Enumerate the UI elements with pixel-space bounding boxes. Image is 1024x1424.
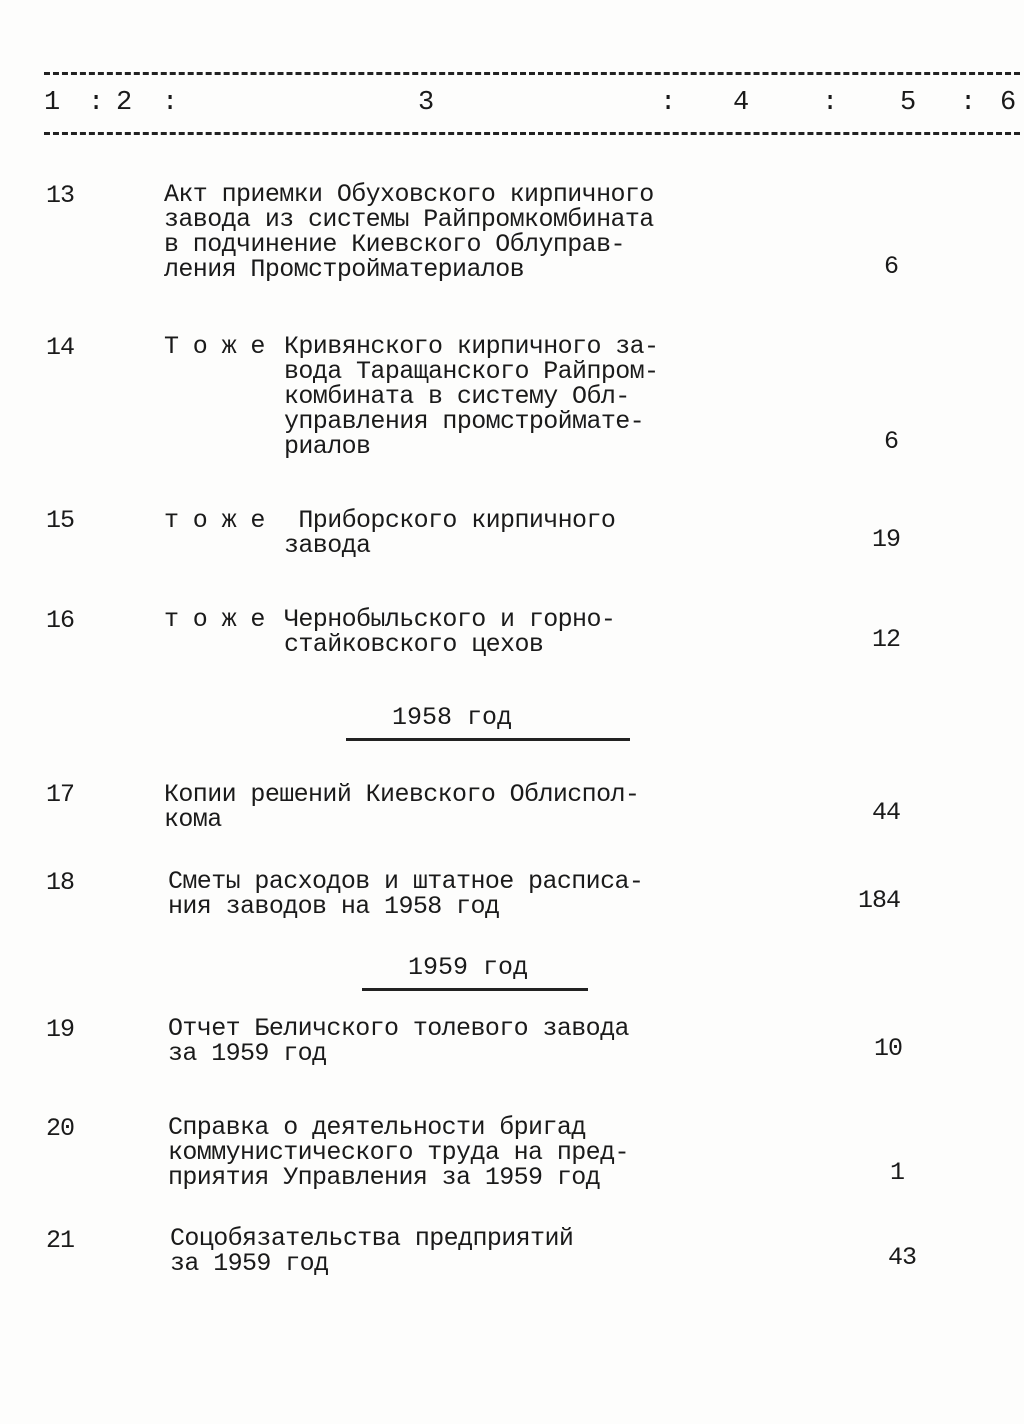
year-underline xyxy=(346,738,630,741)
entry-title-line: коммунистического труда на пред- xyxy=(168,1138,629,1167)
column-separator: : xyxy=(660,88,677,118)
entry-number: 21 xyxy=(46,1226,75,1255)
entry-number: 20 xyxy=(46,1114,75,1143)
entry-title-line: приятия Управления за 1959 год xyxy=(168,1163,601,1192)
entry-title-line: комбината в систему Обл- xyxy=(284,382,630,411)
column-header-6: 6 xyxy=(1000,88,1017,118)
entry-title-line: в подчинение Киевского Облуправ- xyxy=(164,230,625,259)
entry-title-line: Копии решений Киевского Облиспол- xyxy=(164,780,640,809)
column-header-3: 3 xyxy=(418,88,435,118)
column-separator: : xyxy=(822,88,839,118)
entry-title-line: за 1959 год xyxy=(170,1249,329,1278)
column-header-2: 2 xyxy=(116,88,133,118)
year-heading-1959: 1959 год xyxy=(408,953,529,982)
entry-sheet-count: 1 xyxy=(890,1158,905,1187)
entry-sheet-count: 184 xyxy=(858,886,901,915)
year-underline xyxy=(362,988,588,991)
entry-number: 16 xyxy=(46,606,75,635)
entry-title-line: Справка о деятельности бригад xyxy=(168,1113,586,1142)
column-header-5: 5 xyxy=(900,88,917,118)
entry-title-line: завода xyxy=(284,531,371,560)
column-separator: : xyxy=(88,88,105,118)
header-top-dashed-rule xyxy=(44,72,1020,75)
entry-number: 19 xyxy=(46,1015,75,1044)
entry-prefix: т о ж е xyxy=(164,605,265,634)
entry-title-line: кома xyxy=(164,805,222,834)
column-header-4: 4 xyxy=(733,88,750,118)
entry-title-line: Акт приемки Обуховского кирпичного xyxy=(164,180,654,209)
entry-title-line: риалов xyxy=(284,432,371,461)
year-heading-1958: 1958 год xyxy=(392,703,513,732)
entry-sheet-count: 19 xyxy=(872,525,901,554)
entry-number: 15 xyxy=(46,506,75,535)
entry-sheet-count: 12 xyxy=(872,625,901,654)
entry-title-line: стайковского цехов xyxy=(284,630,544,659)
entry-title-line: вода Таращанского Райпром- xyxy=(284,357,659,386)
entry-title-line: Чернобыльского и горно- xyxy=(284,605,616,634)
entry-title-line: ления Промстройматериалов xyxy=(164,255,525,284)
entry-title-line: завода из системы Райпромкомбината xyxy=(164,205,654,234)
entry-number: 18 xyxy=(46,868,75,897)
entry-number: 17 xyxy=(46,780,75,809)
entry-title-line: Соцобязательства предприятий xyxy=(170,1224,574,1253)
entry-sheet-count: 10 xyxy=(874,1034,903,1063)
entry-title-line: управления промстройматe- xyxy=(284,407,645,436)
entry-title-line: Кривянского кирпичного за- xyxy=(284,332,659,361)
entry-number: 13 xyxy=(46,181,75,210)
entry-title-line: Приборского кирпичного xyxy=(284,506,616,535)
entry-title-line: за 1959 год xyxy=(168,1039,327,1068)
entry-sheet-count: 6 xyxy=(884,427,899,456)
entry-sheet-count: 6 xyxy=(884,252,899,281)
column-separator: : xyxy=(162,88,179,118)
entry-title-line: Отчет Беличского толевого завода xyxy=(168,1014,629,1043)
entry-prefix: Т о ж е xyxy=(164,332,265,361)
entry-prefix: т о ж е xyxy=(164,506,265,535)
entry-number: 14 xyxy=(46,333,75,362)
entry-sheet-count: 44 xyxy=(872,798,901,827)
column-separator: : xyxy=(960,88,977,118)
entry-title-line: Сметы расходов и штатное расписа- xyxy=(168,867,644,896)
entry-title-line: ния заводов на 1958 год xyxy=(168,892,500,921)
column-header-1: 1 xyxy=(44,88,61,118)
header-bottom-dashed-rule xyxy=(44,132,1020,135)
entry-sheet-count: 43 xyxy=(888,1243,917,1272)
